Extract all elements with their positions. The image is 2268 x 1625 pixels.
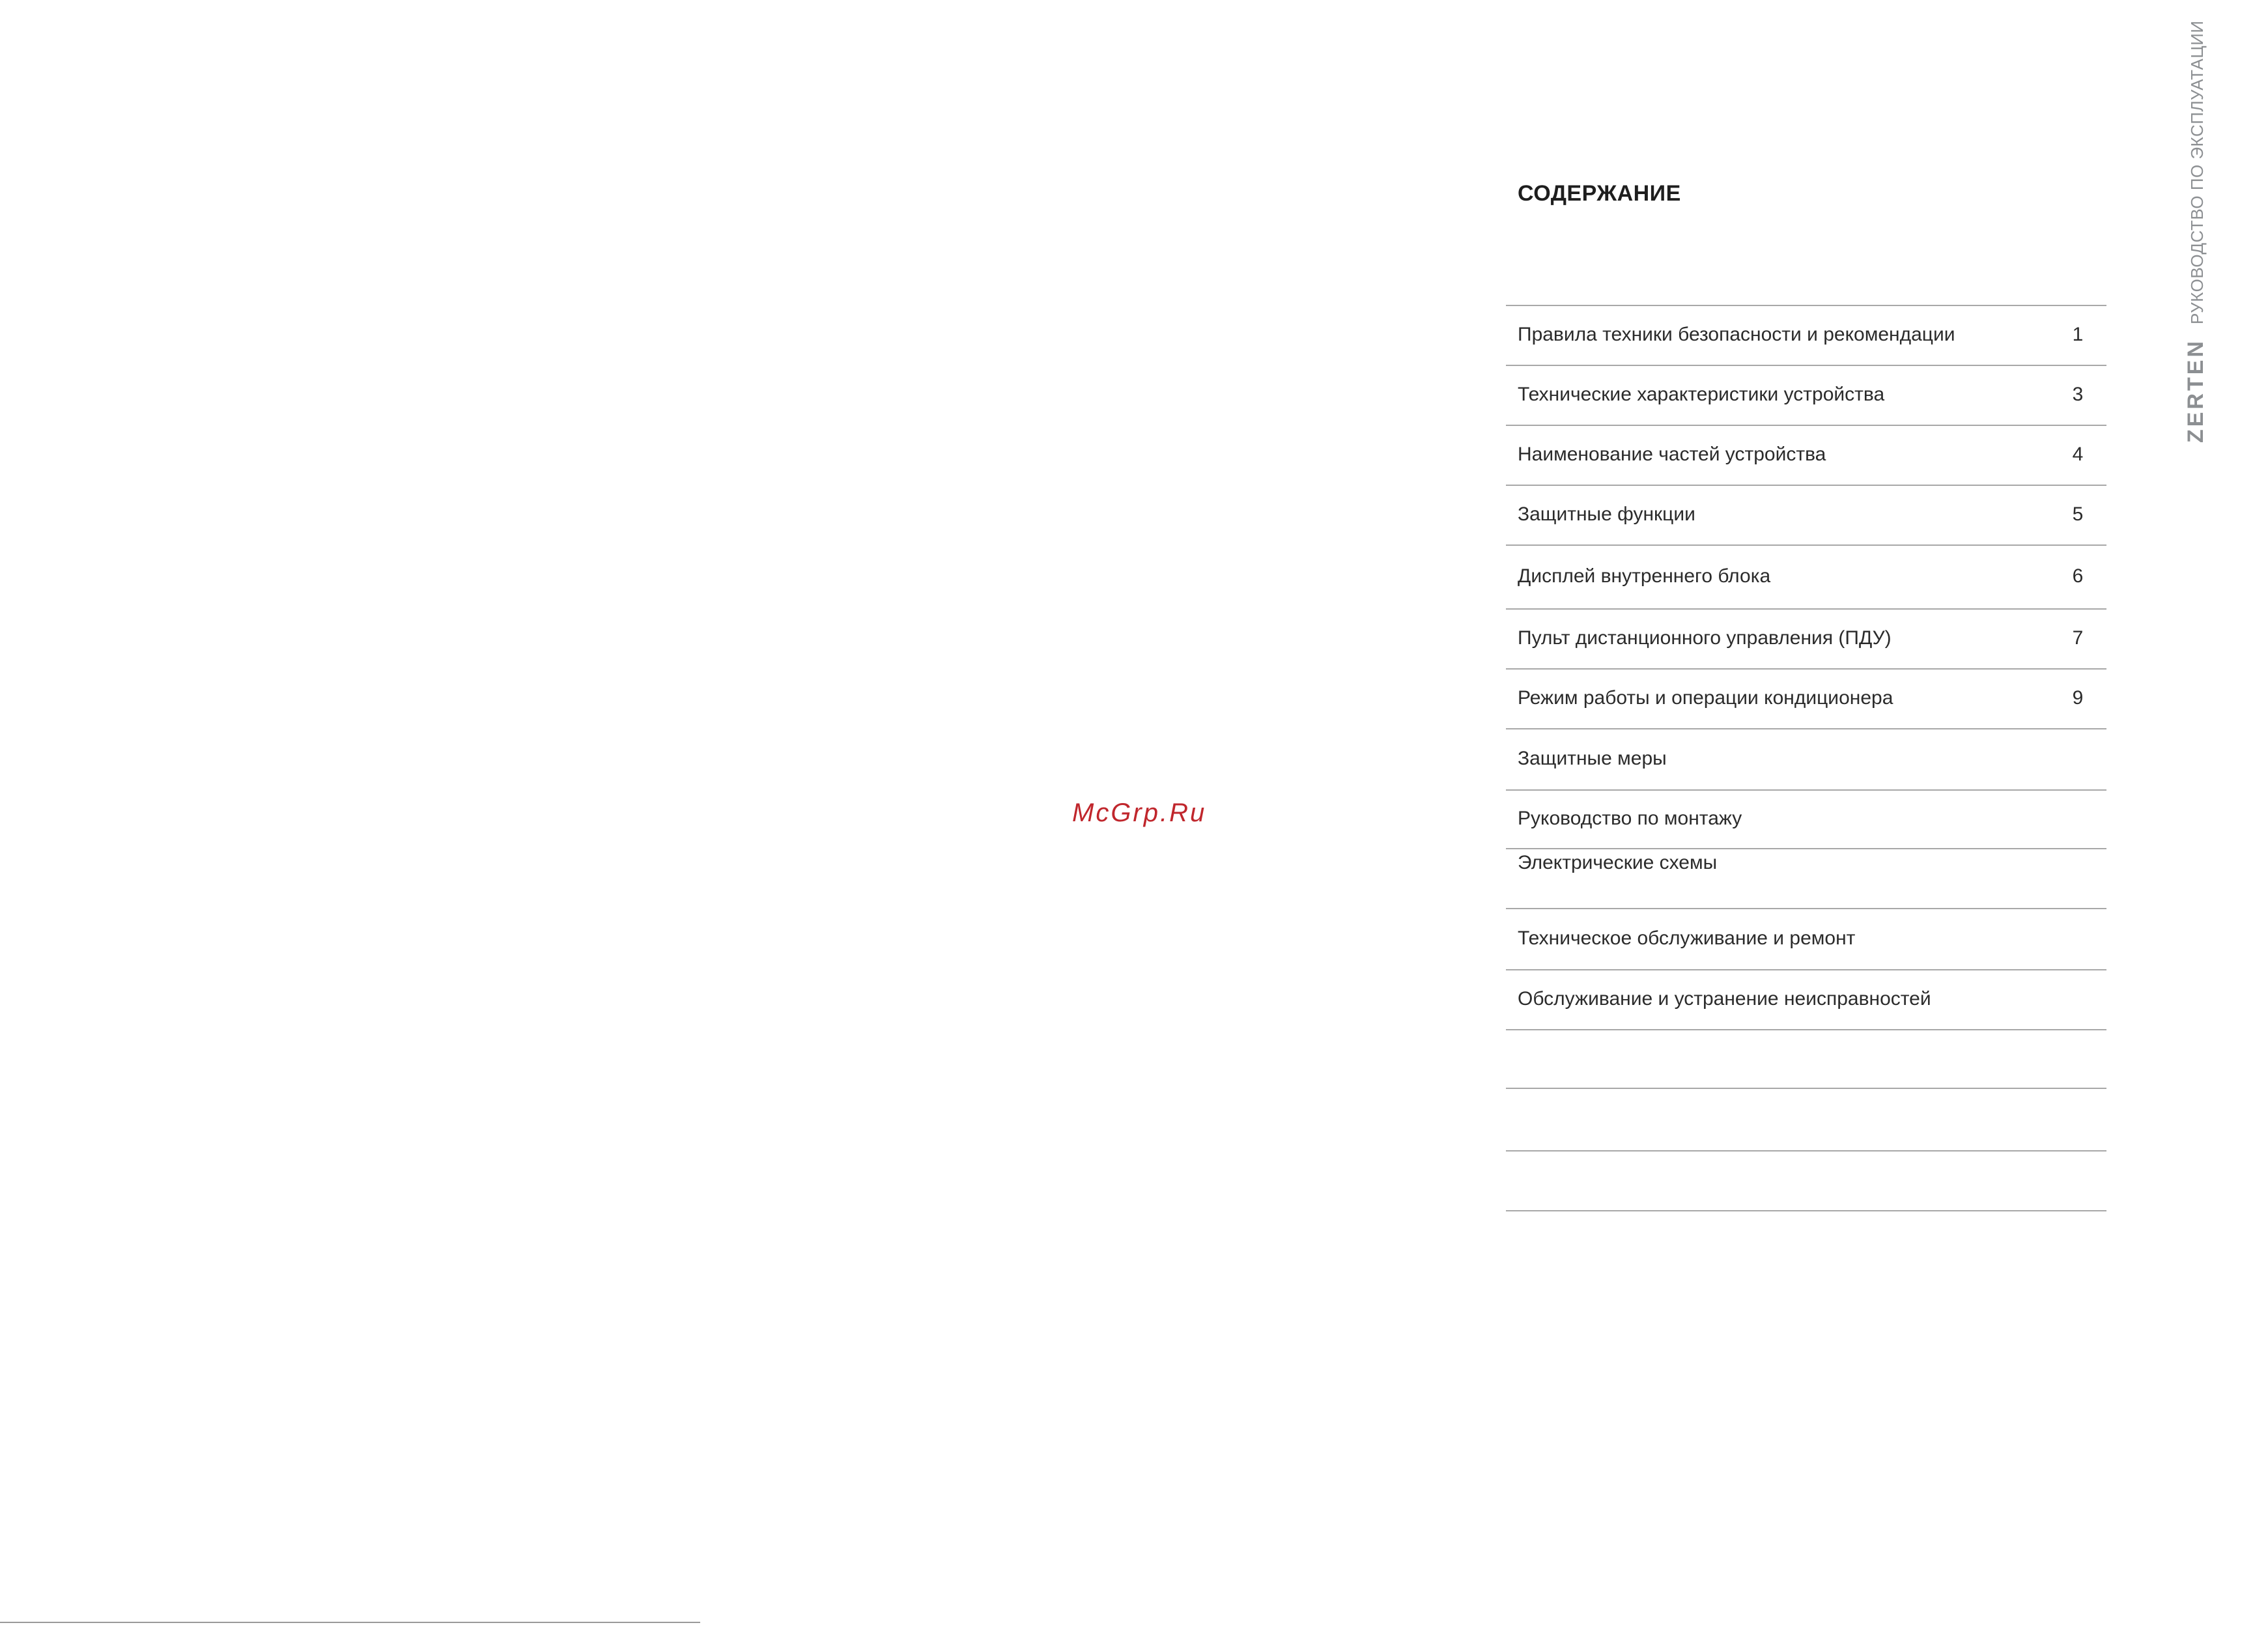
toc-item-label: Правила техники безопасности и рекомендации [1518,324,1955,345]
brand-logo: ZERTEN [2183,339,2208,443]
bottom-divider [0,1622,700,1623]
toc-item-label: Наименование частей устройства [1518,444,1826,465]
toc-item-page: 6 [2072,565,2084,587]
toc-item-page: 7 [2072,627,2084,649]
toc-divider [1506,1150,2106,1152]
toc-item-label: Защитные функции [1518,503,1695,525]
toc-item-label: Режим работы и операции кондиционера [1518,687,1893,709]
toc-item-page: 5 [2072,503,2084,525]
toc-divider [1506,1029,2106,1030]
document-subtitle: РУКОВОДСТВО ПО ЭКСПЛУАТАЦИИ [2187,20,2207,324]
toc-item-label: Техническое обслуживание и ремонт [1518,927,1856,949]
toc-item-page: 1 [2072,324,2084,345]
toc-item-label: Дисплей внутреннего блока [1518,565,1771,587]
toc-item-label: Обслуживание и устранение неисправностей [1518,988,1931,1010]
toc-item-label: Руководство по монтажу [1518,808,1742,829]
toc-item[interactable] [1506,485,2106,544]
toc-item[interactable] [1506,425,2106,485]
toc-item-page: 9 [2072,687,2084,709]
toc-item[interactable] [1506,544,2106,608]
toc-item[interactable] [1506,848,2106,908]
toc-item-label: Пульт дистанционного управления (ПДУ) [1518,627,1892,649]
toc-item[interactable] [1506,908,2106,969]
toc-item-label: Защитные меры [1518,748,1667,769]
toc-item-page: 3 [2072,384,2084,405]
toc-item[interactable] [1506,728,2106,789]
toc-item[interactable] [1506,668,2106,728]
toc-item[interactable] [1506,608,2106,668]
toc-item-page: 4 [2072,444,2084,465]
toc-item[interactable] [1506,305,2106,365]
toc-divider [1506,1210,2106,1211]
toc-item[interactable] [1506,789,2106,848]
watermark: McGrp.Ru [1072,798,1207,827]
vertical-header [2183,20,2209,443]
page-title: СОДЕРЖАНИЕ [1518,181,1681,206]
toc-item[interactable] [1506,969,2106,1029]
toc-item-label: Электрические схемы [1518,852,1718,873]
toc-item[interactable] [1506,365,2106,425]
toc-item-label: Технические характеристики устройства [1518,384,1885,405]
toc-divider [1506,1088,2106,1089]
